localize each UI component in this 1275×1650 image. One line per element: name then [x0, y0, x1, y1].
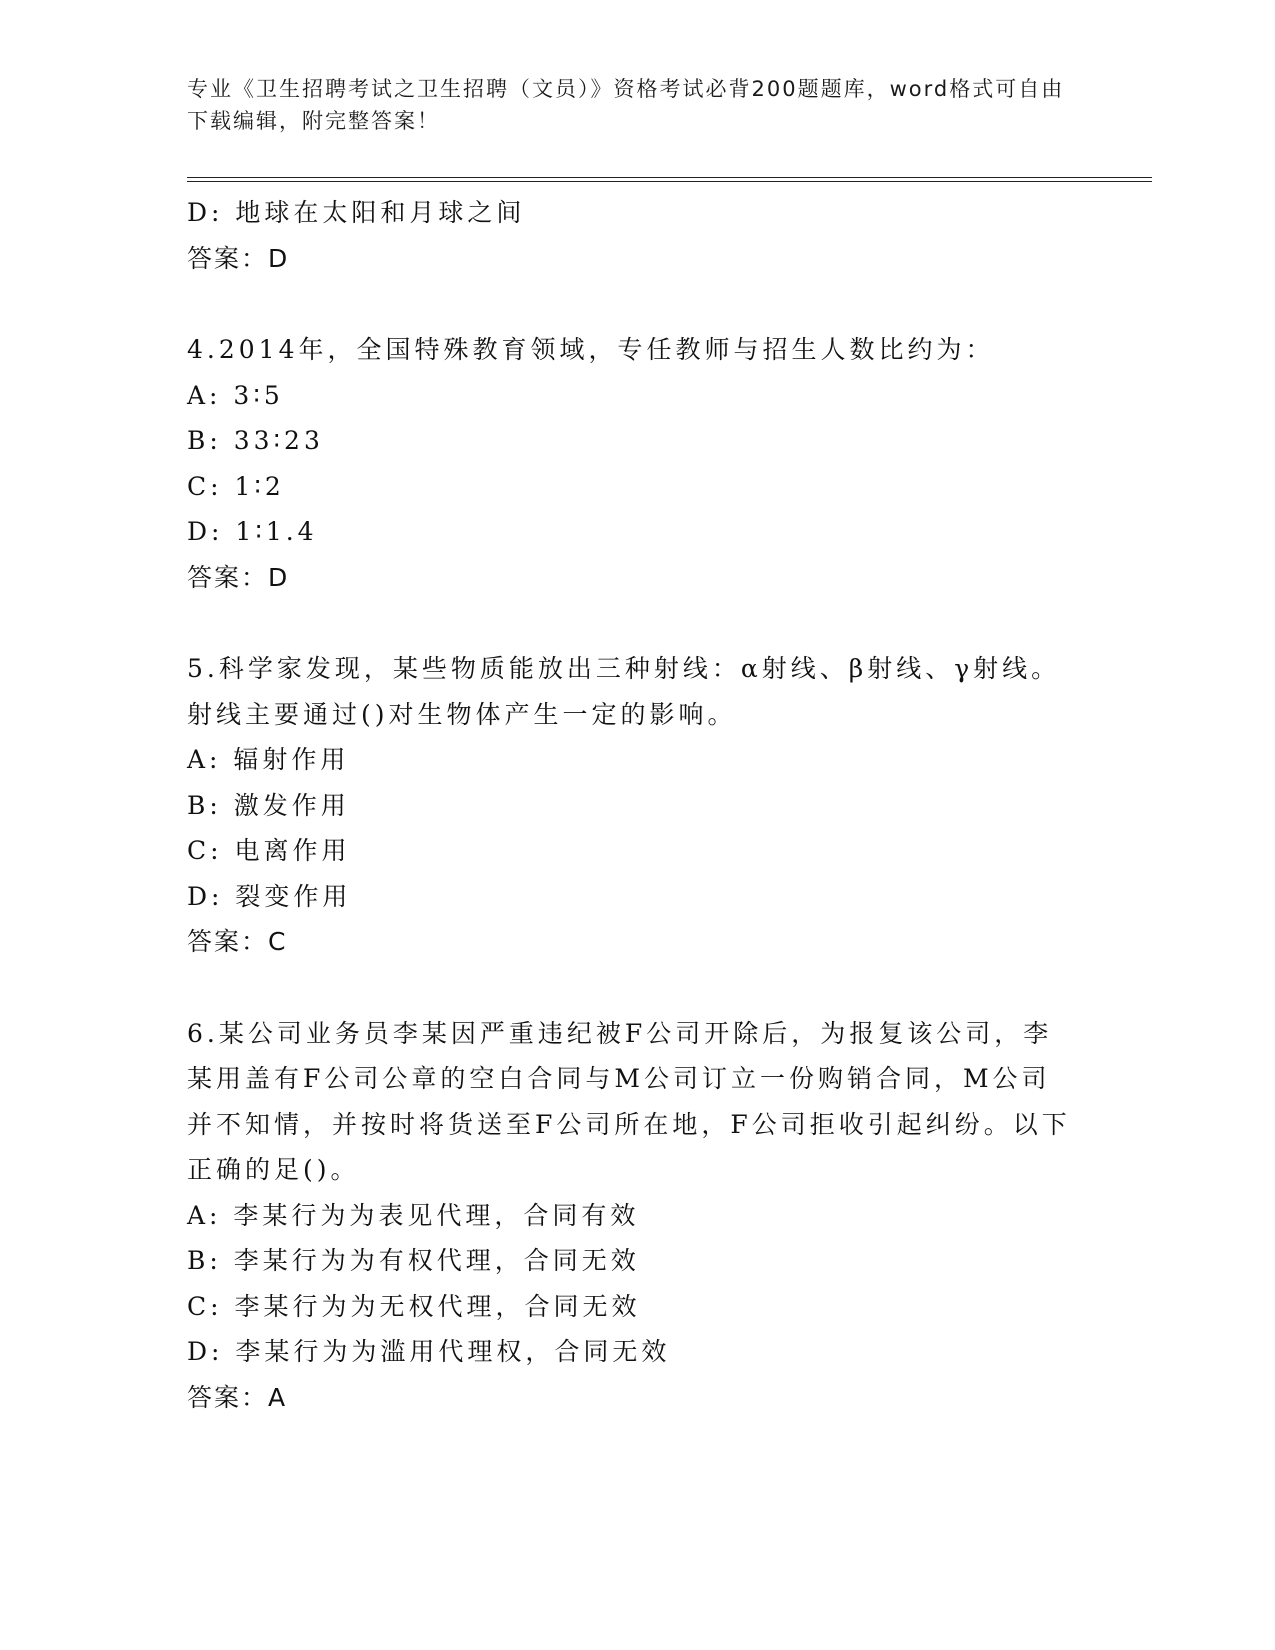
answer-line: 答案：D [187, 243, 290, 273]
option-a: A: 辐射作用 [187, 745, 350, 774]
option-d: D: 1∶1.4 [187, 517, 318, 546]
option-b: B: 激发作用 [187, 790, 350, 820]
question-list [187, 190, 1087, 1420]
option-a: A: 3∶5 [187, 380, 284, 410]
option-c: C: 电离作用 [187, 836, 351, 865]
option-b: B: 33∶23 [187, 426, 324, 455]
question-text: 4.2014年，全国特殊教育领域，专任教师与招生人数比约为： [187, 335, 995, 364]
header-divider [187, 177, 1152, 182]
document-header: 专业《卫生招聘考试之卫生招聘（文员）》资格考试必背200题题库，word格式可自由下载编辑，附完整答案！ [187, 77, 1065, 133]
question-text: 6.某公司业务员李某因严重违纪被F公司开除后，为报复该公司，李某用盖有F公司公章的空白合同与M公司订立一份购销合同，M公司并不知情，并按时将货送至F公司所在地，F公司拒收引起纠纷。以下正确的足()。 [187, 1018, 1071, 1184]
answer-line: 答案：D [187, 562, 290, 592]
option-b: B: 李某行为为有权代理，合同无效 [187, 1246, 640, 1275]
spacer [187, 600, 1087, 646]
question-block [187, 646, 1087, 965]
option-a: A: 李某行为为表见代理，合同有效 [187, 1200, 640, 1230]
spacer [187, 281, 1087, 327]
spacer [187, 965, 1087, 1011]
question-block [187, 327, 1087, 600]
question-text: 5.科学家发现，某些物质能放出三种射线：α射线、β射线、γ射线。射线主要通过()对生物体产生一定的影响。 [187, 654, 1061, 729]
option-c: C: 1∶2 [187, 471, 285, 501]
answer-line: 答案：C [187, 927, 288, 956]
option-c: C: 李某行为为无权代理，合同无效 [187, 1291, 641, 1321]
option-d: D: 裂变作用 [187, 881, 352, 911]
option-d: D: 李某行为为滥用代理权，合同无效 [187, 1337, 671, 1366]
option-d: D: 地球在太阳和月球之间 [187, 198, 526, 227]
answer-line: 答案：A [187, 1382, 288, 1412]
question-block [187, 1011, 1087, 1421]
